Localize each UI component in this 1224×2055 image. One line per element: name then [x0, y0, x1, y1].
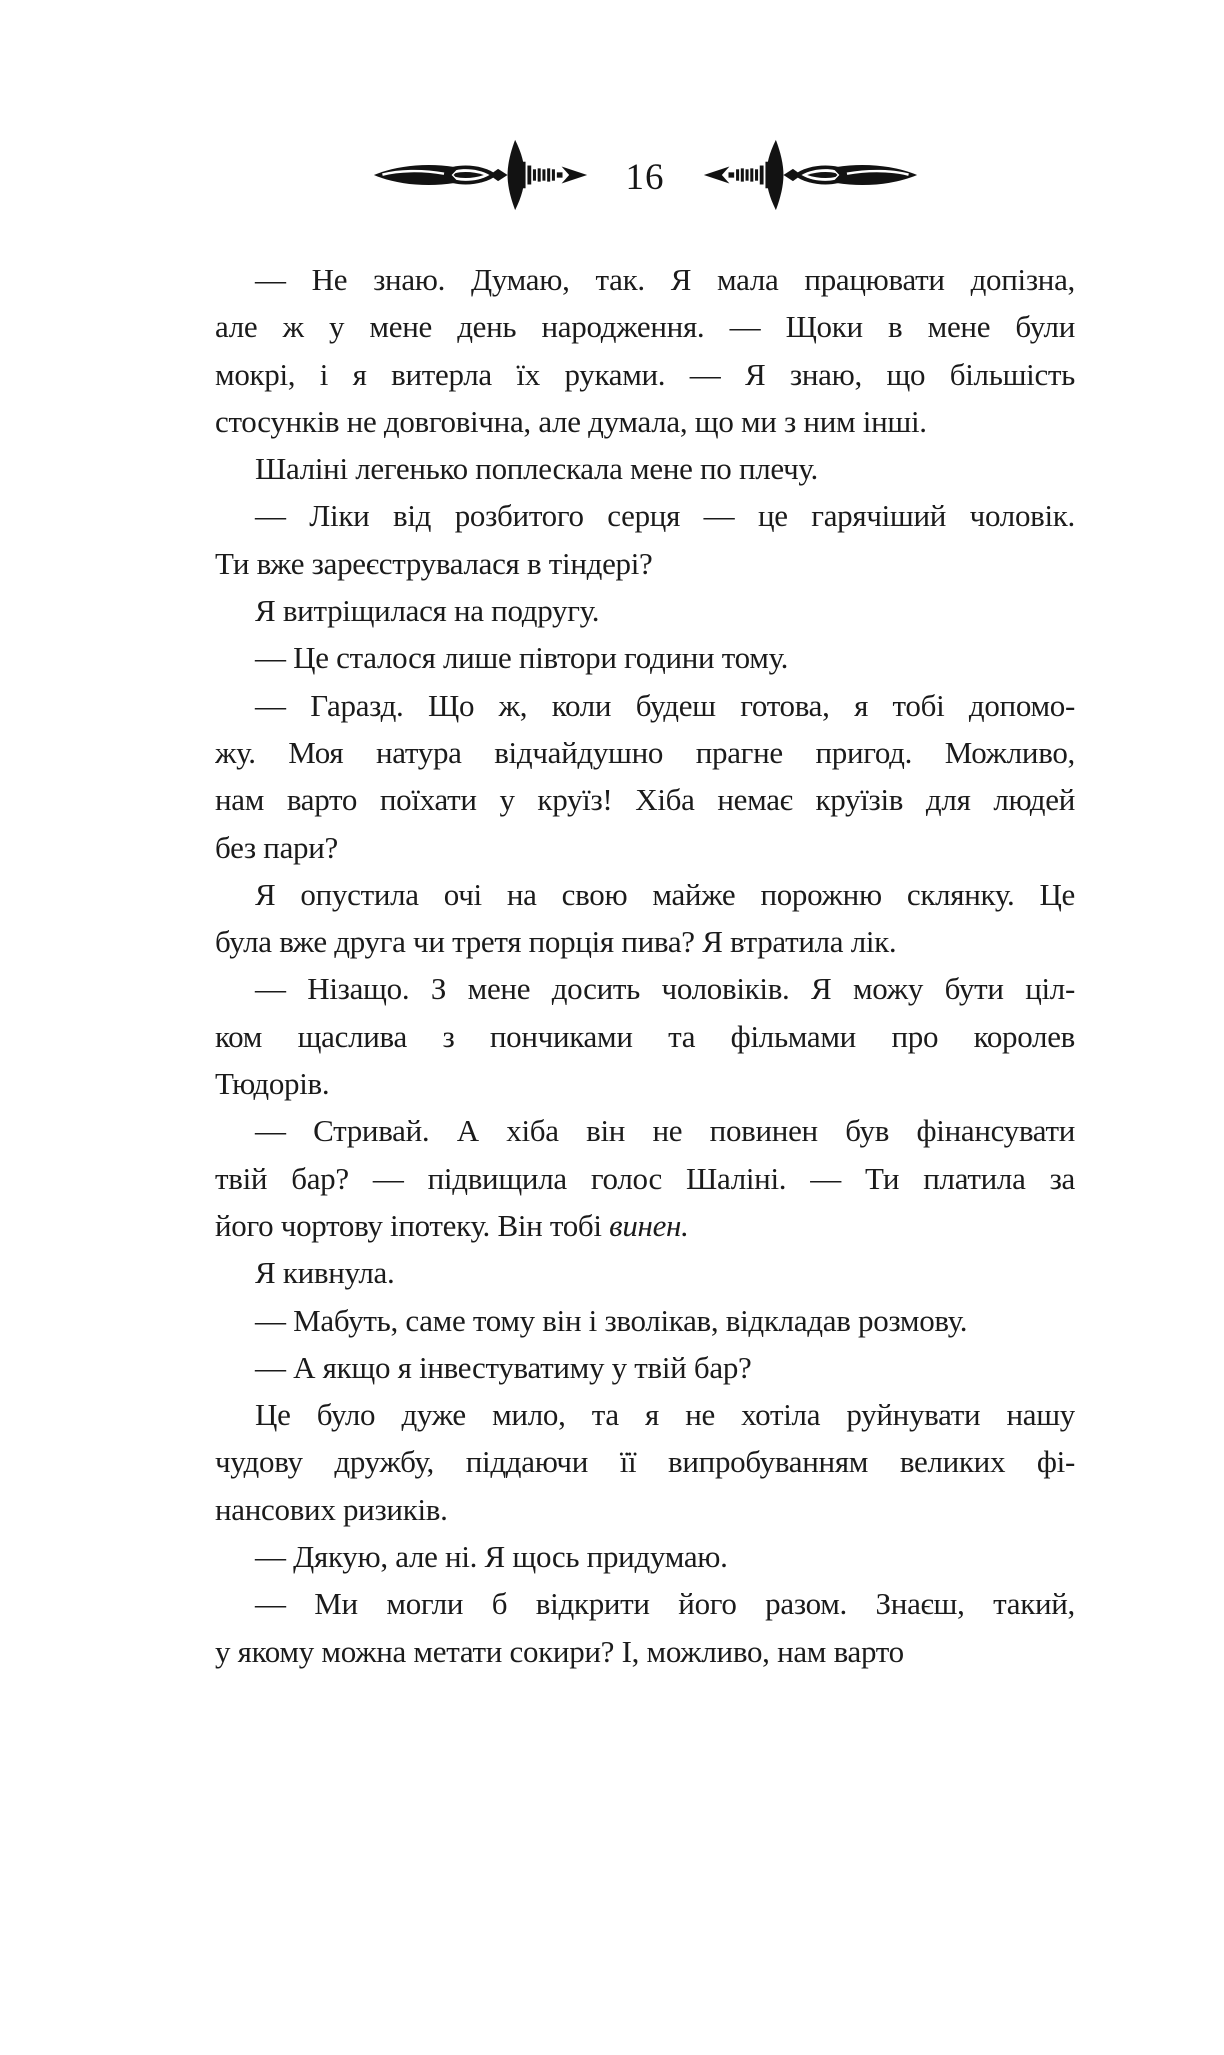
- text-line: [215, 1580, 1075, 1627]
- text-segment: чудову дружбу, піддаючи її випробуванням великих фі-: [215, 1444, 1075, 1480]
- text-line: [215, 1297, 1075, 1344]
- text-line: [215, 1155, 1075, 1202]
- sword-ornament-left-icon: [372, 137, 590, 213]
- sword-ornament-right-icon: [701, 137, 919, 213]
- text-segment: — Стривай. А хіба він не повинен був фінансувати: [255, 1113, 1075, 1149]
- text-segment: Я витріщилася на подругу.: [255, 593, 600, 629]
- text-segment: ком щаслива з пончиками та фільмами про королев: [215, 1018, 1075, 1054]
- text-line: [215, 303, 1075, 350]
- text-segment: Я кивнула.: [255, 1255, 395, 1291]
- page-header: [215, 135, 1075, 215]
- text-segment: була вже друга чи третя порція пива? Я втратила лік.: [215, 924, 897, 960]
- text-block: [215, 256, 1075, 1675]
- text-segment: твій бар? — підвищила голос Шаліні. — Ти платила за: [215, 1160, 1075, 1196]
- text-segment: — Не знаю. Думаю, так. Я мала працювати допізна,: [255, 262, 1075, 297]
- text-line: [215, 682, 1075, 729]
- text-line: [215, 634, 1075, 681]
- text-segment: Це було дуже мило, та я не хотіла руйнувати нашу: [255, 1397, 1075, 1433]
- text-line: [215, 587, 1075, 634]
- text-segment: Ти вже зареєструвалася в тіндері?: [215, 545, 653, 581]
- text-line: [215, 1249, 1075, 1296]
- emphasized-text: винен.: [609, 1207, 689, 1243]
- text-line: [215, 540, 1075, 587]
- text-line: [215, 1628, 1075, 1675]
- text-line: [215, 256, 1075, 303]
- text-line: [215, 965, 1075, 1012]
- text-segment: без пари?: [215, 829, 338, 865]
- text-segment: — Мабуть, саме тому він і зволікав, відкладав розмову.: [255, 1302, 968, 1338]
- book-page: [0, 135, 1224, 1675]
- text-line: [215, 445, 1075, 492]
- text-line: [215, 351, 1075, 398]
- text-segment: — Ліки від розбитого серця — це гарячіший чоловік.: [255, 498, 1075, 534]
- text-line: [215, 1486, 1075, 1533]
- text-line: [215, 918, 1075, 965]
- text-segment: Я опустила очі на свою майже порожню склянку. Це: [255, 876, 1075, 912]
- text-line: [215, 1202, 1075, 1249]
- text-segment: у якому можна метати сокири? І, можливо, нам варто: [215, 1633, 904, 1669]
- text-segment: — А якщо я інвестуватиму у твій бар?: [255, 1349, 752, 1385]
- text-segment: мокрі, і я витерла їх руками. — Я знаю, що більшість: [215, 356, 1075, 392]
- text-segment: — Гаразд. Що ж, коли будеш готова, я тобі допомо-: [255, 687, 1075, 723]
- text-line: [215, 1438, 1075, 1485]
- text-segment: жу. Моя натура відчайдушно прагне пригод. Можливо,: [215, 734, 1075, 770]
- text-segment: — Це сталося лише півтори години тому.: [255, 640, 789, 676]
- text-line: [215, 729, 1075, 776]
- text-segment: нам варто поїхати у круїз! Хіба немає круїзів для людей: [215, 782, 1075, 818]
- text-line: [215, 1533, 1075, 1580]
- text-segment: нансових ризиків.: [215, 1491, 448, 1527]
- text-line: [215, 1391, 1075, 1438]
- text-line: [215, 871, 1075, 918]
- text-line: [215, 492, 1075, 539]
- text-segment: Шаліні легенько поплескала мене по плечу.: [255, 451, 818, 487]
- text-line: [215, 1013, 1075, 1060]
- text-line: [215, 1107, 1075, 1154]
- text-segment: — Нізащо. З мене досить чоловіків. Я можу бути ціл-: [255, 971, 1075, 1007]
- text-line: [215, 776, 1075, 823]
- text-segment: але ж у мене день народження. — Щоки в мене були: [215, 309, 1075, 345]
- text-segment: — Ми могли б відкрити його разом. Знаєш, такий,: [255, 1586, 1075, 1622]
- text-line: [215, 1344, 1075, 1391]
- text-segment: — Дякую, але ні. Я щось придумаю.: [255, 1539, 728, 1575]
- page-number: 16: [625, 156, 665, 198]
- text-line: [215, 398, 1075, 445]
- text-segment: його чортову іпотеку. Він тобі: [215, 1207, 610, 1243]
- text-segment: Тюдорів.: [215, 1066, 330, 1102]
- text-line: [215, 1060, 1075, 1107]
- text-line: [215, 824, 1075, 871]
- text-segment: стосунків не довговічна, але думала, що ми з ним інші.: [215, 403, 927, 439]
